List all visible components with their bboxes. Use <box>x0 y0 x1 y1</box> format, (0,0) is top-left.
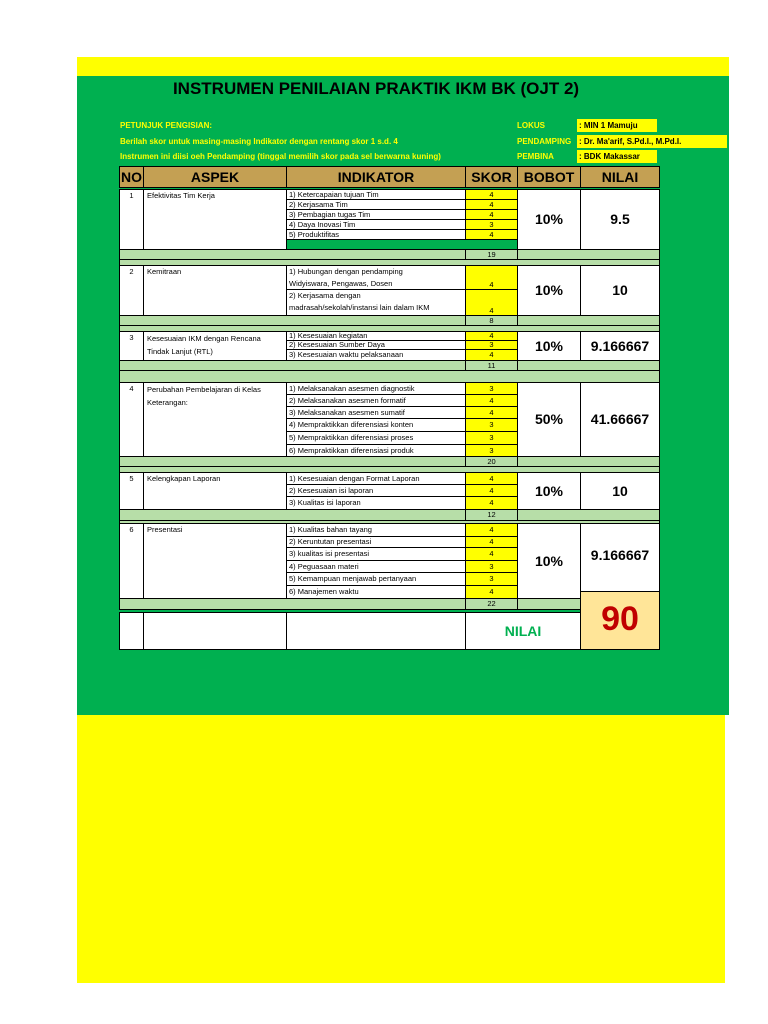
indicator-text: 1) Kualitas bahan tayang <box>289 525 372 534</box>
aspect-text: Keterangan: <box>147 398 188 407</box>
indicator-cell <box>286 523 466 537</box>
score-input[interactable]: 4 <box>465 536 518 548</box>
aspect-cell <box>143 265 287 316</box>
indicator-text: 5) Mempraktikkan diferensiasi proses <box>289 433 414 442</box>
indicator-cell <box>286 418 466 432</box>
section-score: 10 <box>580 265 660 316</box>
indicator-text: 6) Mempraktikkan diferensiasi produk <box>289 446 414 455</box>
header-aspek: ASPEK <box>143 166 287 188</box>
weight-value: 10% <box>517 331 581 361</box>
score-input[interactable]: 4 <box>465 523 518 537</box>
score-input[interactable]: 4 <box>465 209 518 220</box>
subtotal-spacer <box>119 598 466 610</box>
row-number: 5 <box>119 472 144 510</box>
bottom-yellow-area <box>77 715 725 983</box>
aspect-cell <box>143 523 287 599</box>
indicator-text: 1) Melaksanakan asesmen diagnostik <box>289 384 415 393</box>
pendamping-label: PENDAMPING <box>517 137 572 146</box>
weight-value: 50% <box>517 382 581 457</box>
row-number: 4 <box>119 382 144 457</box>
aspect-text: Kemitraan <box>147 267 182 276</box>
indicator-cell <box>286 289 466 316</box>
score-input[interactable]: 3 <box>465 572 518 586</box>
instruction-heading: PETUNJUK PENGISIAN: <box>120 121 213 130</box>
score-input[interactable]: 3 <box>465 418 518 432</box>
section-score: 41.66667 <box>580 382 660 457</box>
header-indikator: INDIKATOR <box>286 166 466 188</box>
final-label: NILAI <box>465 612 581 650</box>
aspect-cell <box>143 382 287 457</box>
indicator-text: 5) Kemampuan menjawab pertanyaan <box>289 574 417 583</box>
section-score: 9.5 <box>580 189 660 250</box>
page-title: INSTRUMEN PENILAIAN PRAKTIK IKM BK (OJT 2) <box>172 79 580 98</box>
indicator-cell <box>286 572 466 586</box>
row-number: 6 <box>119 523 144 599</box>
indicator-cell <box>286 547 466 561</box>
indicator-text: 2) Kesesuaian Sumber Daya <box>289 340 385 349</box>
score-input[interactable]: 4 <box>465 406 518 419</box>
indicator-text: 4) Daya Inovasi Tim <box>289 220 356 229</box>
header-skor: SKOR <box>465 166 518 188</box>
indicator-text: 3) Kualitas isi laporan <box>289 498 361 507</box>
indicator-text: 6) Manajemen waktu <box>289 587 359 596</box>
score-input[interactable]: 4 <box>465 484 518 497</box>
aspect-cell <box>143 189 287 250</box>
instruction-line-2: Instrumen ini diisi oeh Pendamping (tinggal memilih skor pada sel berwarna kuning) <box>120 152 441 161</box>
indicator-cell <box>286 585 466 599</box>
indicator-cell <box>286 265 466 290</box>
indicator-text: Widyiswara, Pengawas, Dosen <box>289 279 393 288</box>
indicator-text: 2) Kesesuaian isi laporan <box>289 486 374 495</box>
indicator-text: 1) Kesesuaian dengan Format Laporan <box>289 474 420 483</box>
section-score: 9.166667 <box>580 331 660 361</box>
indicator-text: 2) Melaksanakan asesmen formatif <box>289 396 406 405</box>
score-input[interactable]: 3 <box>465 444 518 457</box>
pembina-label: PEMBINA <box>517 152 554 161</box>
indicator-text: 5) Produktifitas <box>289 230 340 239</box>
weight-value: 10% <box>517 265 581 316</box>
header-no: NO <box>119 166 144 188</box>
score-input[interactable]: 3 <box>465 431 518 445</box>
indicator-text: 3) Kesesuaian waktu pelaksanaan <box>289 350 404 359</box>
score-input[interactable]: 4 <box>465 472 518 485</box>
score-input[interactable]: 4 <box>465 265 518 290</box>
indicator-text: 1) Hubungan dengan pendamping <box>289 267 403 276</box>
aspect-cell <box>143 472 287 510</box>
indicator-cell <box>286 229 466 240</box>
score-input[interactable]: 3 <box>465 382 518 395</box>
aspect-text: Efektivitas Tim Kerja <box>147 191 215 200</box>
score-input[interactable]: 3 <box>465 560 518 573</box>
indicator-text: 1) Ketercapaian tujuan Tim <box>289 190 379 199</box>
header-bobot: BOBOT <box>517 166 581 188</box>
score-input[interactable]: 4 <box>465 585 518 599</box>
indicator-text: 3) kualitas isi presentasi <box>289 549 370 558</box>
score-input[interactable]: 4 <box>465 199 518 210</box>
weight-value: 10% <box>517 472 581 510</box>
score-input[interactable]: 3 <box>465 340 518 350</box>
header-nilai: NILAI <box>580 166 660 188</box>
subtotal-value: 11 <box>465 360 518 371</box>
aspect-cell <box>143 331 287 361</box>
indicator-text: 4) Mempraktikkan diferensiasi konten <box>289 420 414 429</box>
row-number: 3 <box>119 331 144 361</box>
indicator-cell <box>286 496 466 510</box>
indicator-text: 3) Melaksanakan asesmen sumatif <box>289 408 405 417</box>
indicator-text: 4) Peguasaan materi <box>289 562 359 571</box>
score-input[interactable]: 4 <box>465 349 518 361</box>
weight-value: 10% <box>517 189 581 250</box>
score-input[interactable]: 3 <box>465 219 518 230</box>
lokus-value[interactable]: : MIN 1 Mamuju <box>577 119 657 132</box>
instruction-line-1: Berilah skor untuk masing-masing Indikator dengan rentang skor 1 s.d. 4 <box>120 137 398 146</box>
footer-empty <box>119 612 144 650</box>
indicator-text: 2) Kerjasama dengan <box>289 291 361 300</box>
aspect-text: Perubahan Pembelajaran di Kelas <box>147 385 261 394</box>
lokus-label: LOKUS <box>517 121 545 130</box>
top-yellow-band <box>77 57 729 76</box>
aspect-text: Presentasi <box>147 525 183 534</box>
score-input[interactable]: 4 <box>465 331 518 341</box>
pembina-value[interactable]: : BDK Makassar <box>577 150 657 163</box>
weight-value: 10% <box>517 523 581 599</box>
section-score: 10 <box>580 472 660 510</box>
indicator-text: 3) Pembagian tugas Tim <box>289 210 371 219</box>
score-input[interactable]: 4 <box>465 547 518 561</box>
aspect-text: Kelengkapan Laporan <box>147 474 221 483</box>
row-number: 1 <box>119 189 144 250</box>
score-input[interactable]: 4 <box>465 189 518 200</box>
subtotal-value: 8 <box>465 315 518 326</box>
score-input[interactable]: 4 <box>465 394 518 407</box>
score-input[interactable]: 4 <box>465 229 518 240</box>
row-number: 2 <box>119 265 144 316</box>
indicator-text: 2) Keruntutan presentasi <box>289 537 372 546</box>
footer-empty <box>286 612 466 650</box>
indicator-text: 1) Kesesuaian kegiatan <box>289 331 368 340</box>
section-score: 9.166667 <box>580 523 660 596</box>
aspect-text: Kesesuaian IKM dengan Rencana <box>147 334 261 343</box>
indicator-text: madrasah/sekolah/instansi lain dalam IKM <box>289 303 430 312</box>
score-input[interactable]: 4 <box>465 289 518 316</box>
footer-empty <box>143 612 287 650</box>
final-score: 90 <box>580 591 660 650</box>
indicator-cell <box>286 431 466 445</box>
subtotal-value: 20 <box>465 456 518 467</box>
aspect-text: Tindak Lanjut (RTL) <box>147 347 213 356</box>
pendamping-value[interactable]: : Dr. Ma'arif, S.Pd.I., M.Pd.I. <box>577 135 727 148</box>
score-input[interactable]: 4 <box>465 496 518 510</box>
indicator-text: 2) Kerjasama Tim <box>289 200 348 209</box>
subtotal-value: 22 <box>465 598 518 610</box>
subtotal-value: 19 <box>465 249 518 260</box>
subtotal-value: 12 <box>465 509 518 521</box>
